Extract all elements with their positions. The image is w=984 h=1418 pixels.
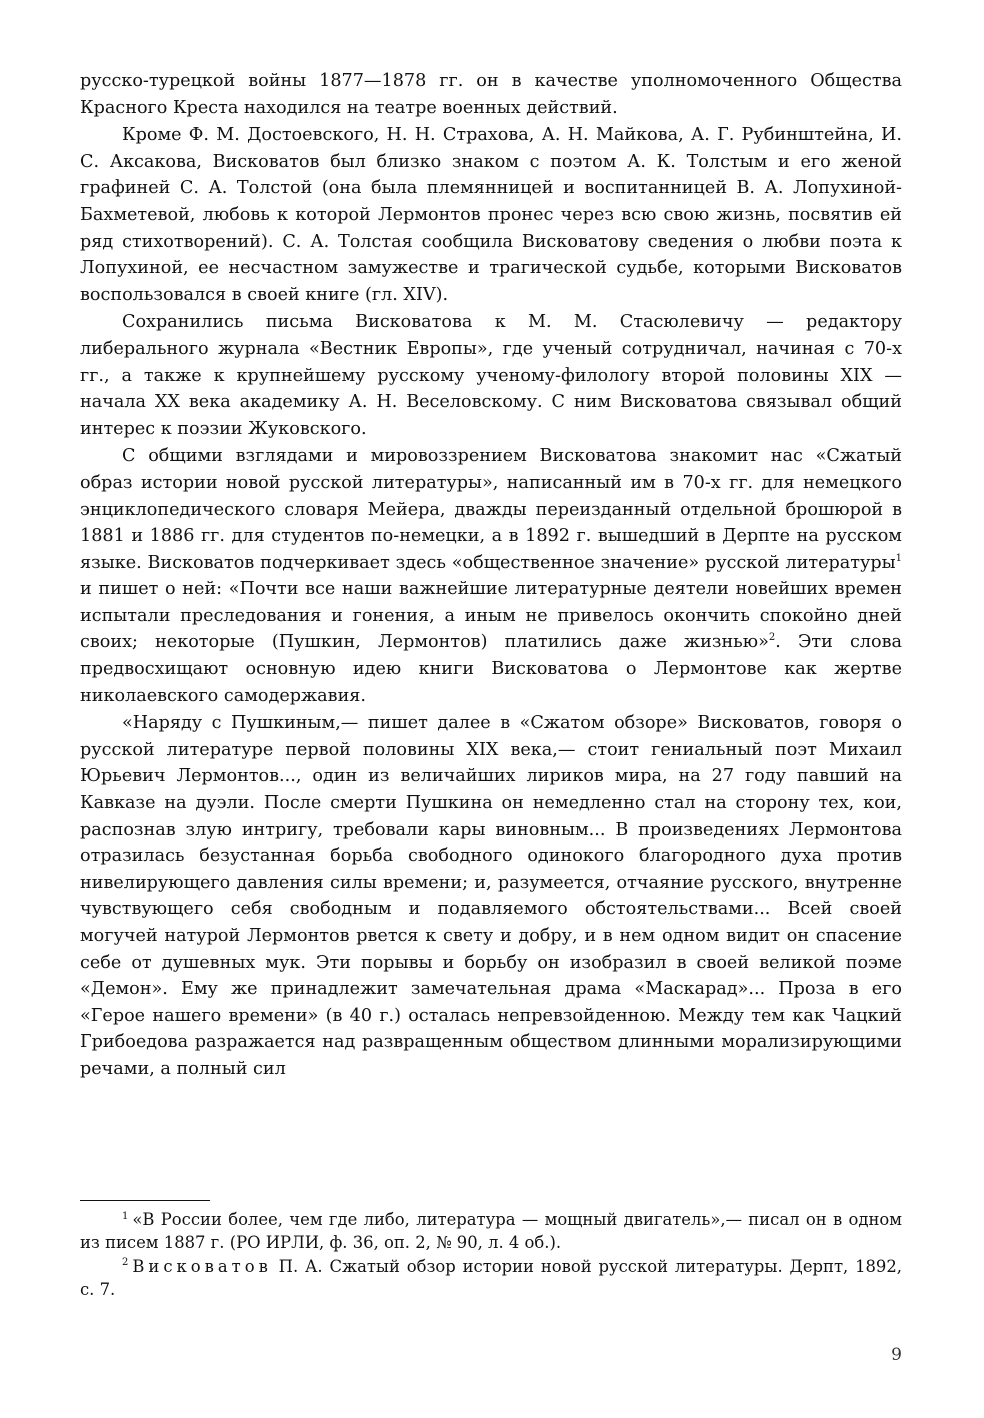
main-text [80, 68, 902, 1083]
footnotes [80, 1208, 902, 1302]
paragraph-2: Кроме Ф. М. Достоевского, Н. Н. Страхова, А. Н. Майкова, А. Г. Рубинштейна, И. С. Аксакова, Висковатов был близко знаком с поэтом А. К. Толстым и его женой графиней С. А. Толстой (она была племянницей и воспитанницей В. А. Лопухиной-Бахметевой, любовь к которой Лермонтов пронес через всю свою жизнь, посвятив ей ряд стихотворений). С. А. Толстая сообщила Висковатову сведения о любви поэта к Лопухиной, ее несчастном замужестве и трагической судьбе, которыми Висковатов воспользовался в своей книге (гл. XIV). [80, 125, 902, 305]
footnote-text: П. А. Сжатый обзор истории новой русской литературы. Дерпт, 1892, с. 7. [80, 1256, 902, 1300]
footnote-divider [80, 1200, 210, 1201]
paragraph-5: «Наряду с Пушкиным,— пишет далее в «Сжатом обзоре» Висковатов, говоря о русской литературе первой половины XIX века,— стоит гениальный поэт Михаил Юрьевич Лермонтов..., один из величайших лириков мира, на 27 году павший на Кавказе на дуэли. После смерти Пушкина он немедленно стал на сторону тех, кои, распознав злую интригу, требовали кары виновным... В произведениях Лермонтова отразилась безустанная борьба свободного одинокого благородного духа против нивелирующего давления силы времени; и, разумеется, отчаяние русского, внутренне чувствующего себя свободным и подавляемого обстоятельствами... Всей своей могучей натурой Лермонтов рвется к свету и добру, и в нем одном видит он спасение себе от душевных мук. Эти порывы и борьбу он изобразил в своей великой поэме «Демон». Ему же принадлежит замечательная драма «Маскарад»... Проза в его «Герое нашего времени» (в 40 г.) осталась непревзойденною. Между тем как Чацкий Грибоедова разражается над развращенным обществом длинными морализирующими речами, а полный сил [80, 713, 902, 1079]
page-number: 9 [891, 1345, 902, 1365]
paragraph-4-part-c: . Эти слова предвосхищают основную идею книги Висковатова о Лермонтове как жертве николаевского самодержавия. [80, 632, 903, 706]
footnote-2 [80, 1255, 902, 1302]
paragraph-4-part-a: С общими взглядами и мировоззрением Висковатова знакомит нас «Сжатый образ истории новой русской литературы», написанный им в 70-х гг. для немецкого энциклопедического словаря Мейера, дважды переизданный отдельной брошюрой в 1881 и 1886 гг. для студентов по-немецки, а в 1892 г. вышедший в Дерпте на русском языке. Висковатов подчеркивает здесь «общественное значение» русской литературы [80, 446, 902, 573]
footnote-marker: 1 [122, 1210, 129, 1222]
footnote-1 [80, 1208, 902, 1255]
paragraph-4-part-b: и пишет о ней: «Почти все наши важнейшие литературные деятели новейших времен испытали преследования и гонения, а иным не привелось окончить спокойно дней своих; некоторые (Пушкин, Лермонтов) платились даже жизнью» [80, 579, 902, 653]
paragraph-1: русско-турецкой войны 1877—1878 гг. он в качестве уполномоченного Общества Красного Креста находился на театре военных действий. [80, 71, 902, 118]
paragraph-3: Сохранились письма Висковатова к М. М. Стасюлевичу — редактору либерального журнала «Вестник Европы», где ученый сотрудничал, начиная с 70-х гг., а также к крупнейшему русскому ученому-филологу второй половины XIX — начала XX века академику А. Н. Веселовскому. С ним Висковатова связывал общий интерес к поэзии Жуковского. [80, 312, 902, 439]
paragraph-4 [80, 443, 902, 709]
footnote-text: «В России более, чем где либо, литература — мощный двигатель»,— писал он в одном из писем 1887 г. (РО ИРЛИ, ф. 36, оп. 2, № 90, л. 4 об.). [80, 1210, 902, 1253]
footnote-author: Висковатов [132, 1256, 272, 1276]
footnote-marker: 2 [122, 1257, 129, 1269]
footnote-ref-2[interactable]: 2 [768, 632, 776, 644]
footnote-ref-1[interactable]: 1 [895, 552, 902, 564]
